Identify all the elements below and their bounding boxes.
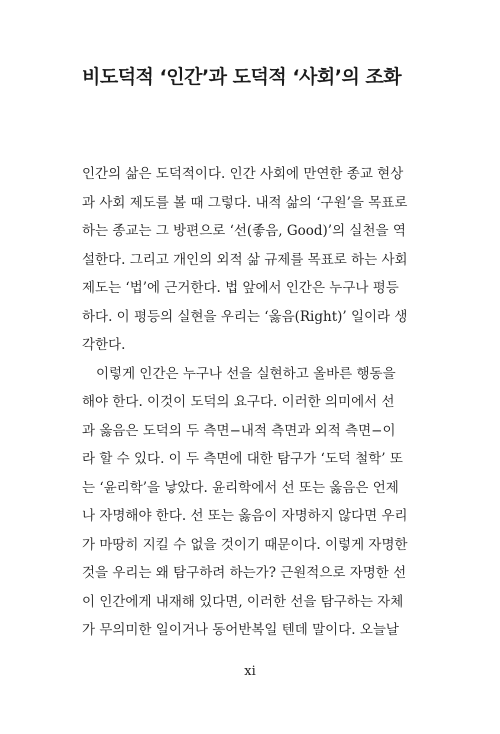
text-line: 하는 종교는 그 방편으로 ‘선(좋음, Good)’의 실천을 역: [82, 223, 406, 239]
text-line: 과 사회 제도를 볼 때 그렇다. 내적 삶의 ‘구원’을 목표로: [82, 194, 408, 211]
page-number: xi: [244, 664, 256, 679]
text-line: 이 인간에게 내재해 있다면, 이러한 선을 탐구하는 자체: [82, 593, 404, 610]
text-line: 과 옳음은 도덕의 두 측면−내적 측면과 외적 측면−이: [82, 422, 396, 439]
text-line: 제도는 ‘법’에 근거한다. 법 앞에서 인간은 누구나 평등: [82, 280, 399, 296]
text-line: 것을 우리는 왜 탐구하려 하는가? 근원적으로 자명한 선: [82, 565, 407, 581]
text-line: 이렇게 인간은 누구나 선을 실현하고 올바른 행동을: [96, 365, 396, 382]
text-line: 라 할 수 있다. 이 두 측면에 대한 탐구가 ‘도덕 철학’ 또: [82, 451, 403, 467]
text-line: 는 ‘윤리학’을 낳았다. 윤리학에서 선 또는 옳음은 언제: [82, 479, 399, 496]
page-title: 비도덕적 ‘인간’과 도덕적 ‘사회’의 조화: [82, 66, 402, 88]
text-line: 해야 한다. 이것이 도덕의 요구다. 이러한 의미에서 선: [82, 394, 395, 410]
text-line: 설한다. 그리고 개인의 외적 삶 규제를 목표로 하는 사회: [82, 251, 408, 268]
paragraph-1: [82, 160, 422, 360]
paragraph-2: [82, 360, 422, 645]
text-line: 인간의 삶은 도덕적이다. 인간 사회에 만연한 종교 현상: [82, 166, 404, 182]
text-line: 나 자명해야 한다. 선 또는 옳음이 자명하지 않다면 우리: [82, 508, 408, 524]
text-line: 하다. 이 평등의 실현을 우리는 ‘옳음(Right)’ 일이라 생: [82, 308, 408, 325]
body-text: [82, 160, 422, 645]
text-line: 가 무의미한 일이거나 동어반복일 텐데 말이다. 오늘날: [82, 622, 399, 638]
text-line: 각한다.: [82, 337, 126, 353]
text-line: 가 마땅히 지킬 수 없을 것이기 때문이다. 이렇게 자명한: [82, 536, 408, 553]
